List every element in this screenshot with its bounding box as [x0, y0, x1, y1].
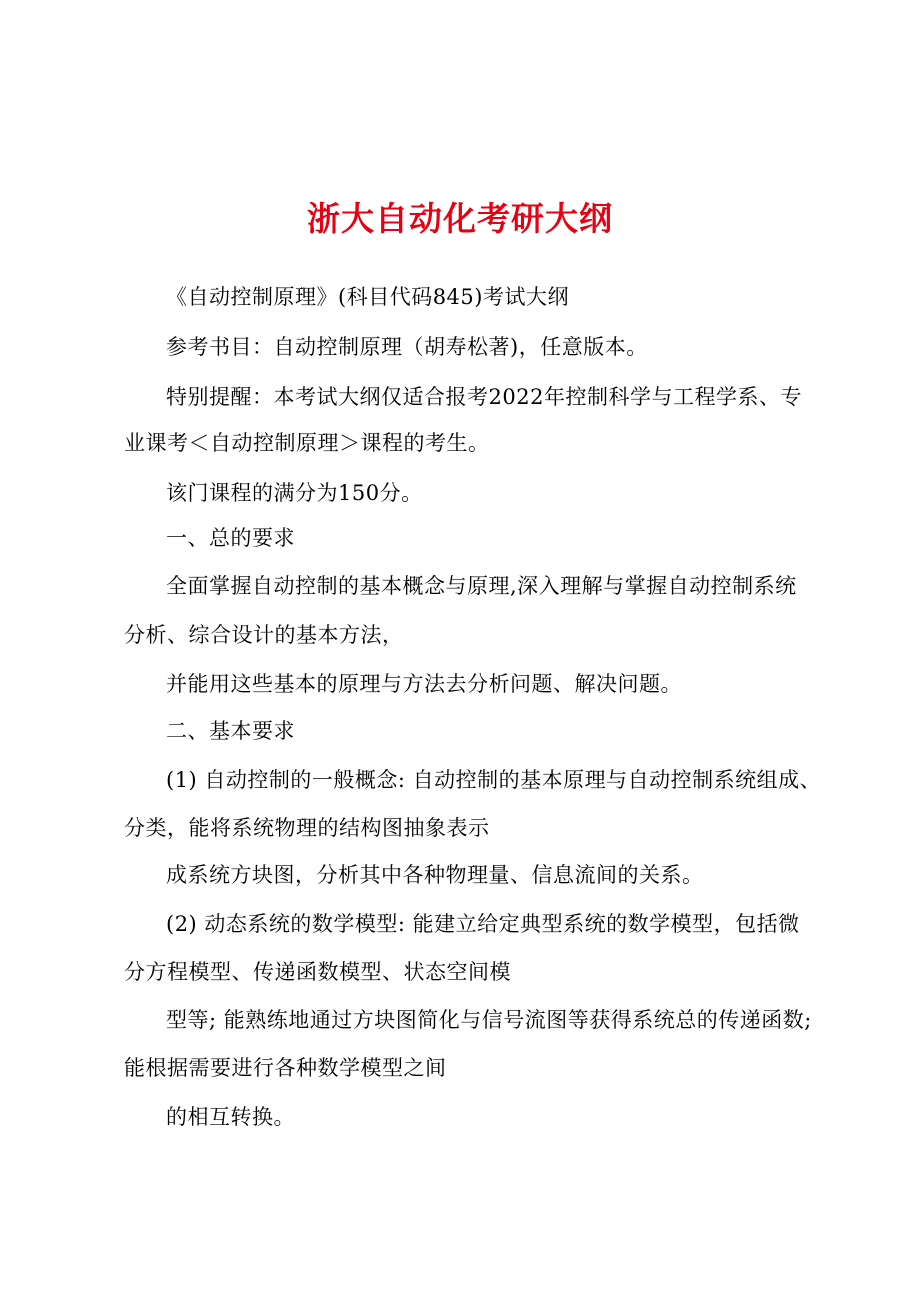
basic-requirement-item-1-continued: 分类，能将系统物理的结构图抽象表示	[124, 816, 490, 840]
basic-requirement-item-2-text-2-continued: 能根据需要进行各种数学模型之间	[124, 1056, 447, 1080]
basic-requirement-item-2: (2) 动态系统的数学模型: 能建立给定典型系统的数学模型，包括微	[166, 912, 800, 936]
basic-requirement-item-2-continued: 分方程模型、传递函数模型、状态空间模	[124, 960, 511, 984]
basic-requirement-item-1-text-2: 成系统方块图，分析其中各种物理量、信息流间的关系。	[166, 863, 704, 887]
syllabus-subject-line: 《自动控制原理》(科目代码845)考试大纲	[166, 285, 569, 309]
general-requirement-text: 全面掌握自动控制的基本概念与原理,深入理解与掌握自动控制系统	[166, 574, 797, 598]
section-heading-basic: 二、基本要求	[166, 719, 295, 743]
document-title: 浙大自动化考研大纲	[307, 199, 613, 238]
basic-requirement-item-2-text-3: 的相互转换。	[166, 1105, 295, 1129]
general-requirement-continued: 分析、综合设计的基本方法，	[124, 623, 404, 647]
general-requirement-text-2: 并能用这些基本的原理与方法去分析问题、解决问题。	[166, 672, 682, 696]
special-reminder-line: 特别提醒：本考试大纲仅适合报考2022年控制科学与工程学系、专	[166, 385, 802, 409]
basic-requirement-item-1: (1) 自动控制的一般概念: 自动控制的基本原理与自动控制系统组成、	[166, 768, 822, 792]
basic-requirement-item-2-text-2: 型等; 能熟练地通过方块图简化与信号流图等获得系统总的传递函数;	[166, 1008, 812, 1032]
full-score-line: 该门课程的满分为150分。	[166, 481, 423, 505]
special-reminder-continued: 业课考＜自动控制原理＞课程的考生。	[124, 431, 490, 455]
section-heading-general: 一、总的要求	[166, 526, 295, 550]
reference-book-line: 参考书目：自动控制原理（胡寿松著)，任意版本。	[166, 335, 648, 359]
